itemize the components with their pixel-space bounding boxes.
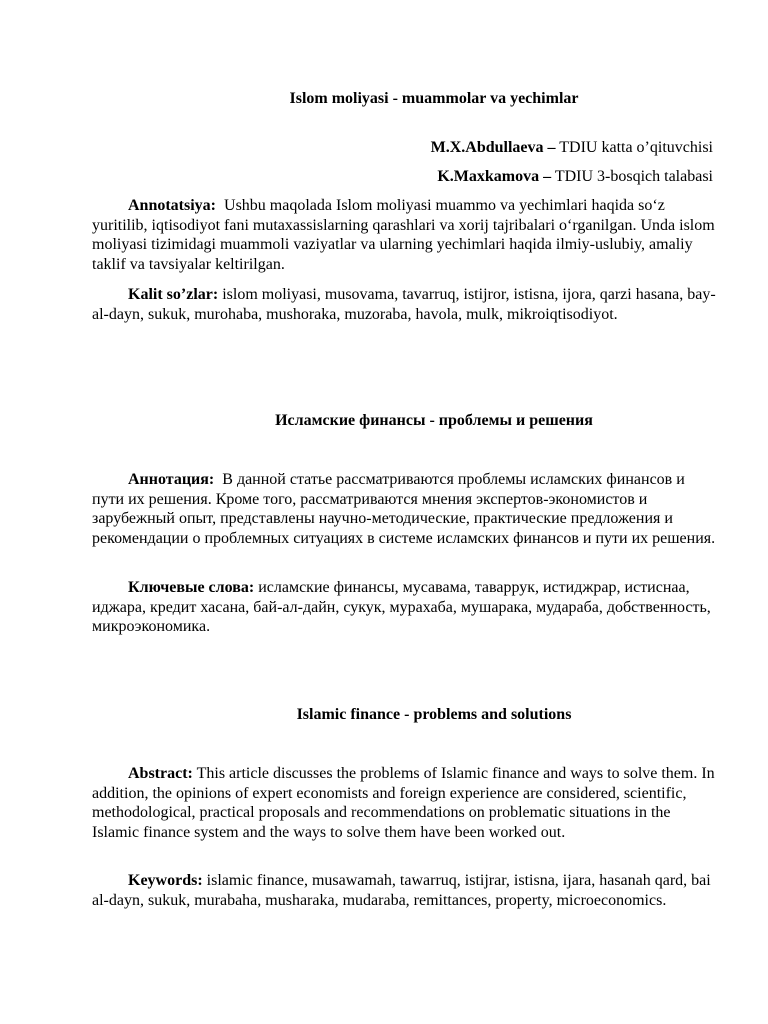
abstract-label-uz: Annotatsiya: [128,197,217,214]
abstract-text-uz: Ushbu maqolada Islom moliyasi muammo va yechimlari haqida so‘z yuritilib, iqtisodiyot fani mutaxassislarning qarashlari va xorij tajribalari o‘rganilgan. Unda islom moliyasi tizimidagi muammoli vaziyatlar va ularning yechimlari haqida ilmiy-uslubiy, amaliy taklif va tavsiyalar keltirilgan. [92,197,715,273]
abstract-label-ru: Аннотация: [128,471,215,488]
keywords-label-en: Keywords: [128,872,203,889]
abstract-label-en: Abstract: [128,765,193,782]
abstract-uz [92,196,716,274]
author-line-1 [431,138,713,158]
keywords-en [92,871,716,910]
author-1-name: M.X.Abdullaeva – [430,139,556,156]
author-1-role: TDIU katta o’qituvchisi [559,139,713,156]
abstract-text-ru: В данной статье рассматриваются проблемы исламских финансов и пути их решения. Кроме того, рассматриваются мнения экспертов-экономистов и зарубежный опыт, представлены научно-методические, практические предложения и рекомендации о проблемных ситуациях в системе исламских финансов и пути их решения. [92,471,716,547]
keywords-uz [92,285,716,324]
author-line-2 [437,167,713,187]
title-uz: Islom moliyasi - muammolar va yechimlar [289,90,579,107]
keywords-label-ru: Ключевые слова: [128,579,255,596]
keywords-ru [92,578,716,637]
abstract-ru [92,470,716,548]
keywords-text-en: islamic finance, musawamah, tawarruq, istijrar, istisna, ijara, hasanah qard, bai al-dayn, sukuk, murabaha, musharaka, mudaraba, remittances, property, microeconomics. [92,872,711,909]
author-2-role: TDIU 3-bosqich talabasi [554,168,713,185]
title-en: Islamic finance - problems and solutions [296,706,572,723]
abstract-text-en: This article discusses the problems of Islamic finance and ways to solve them. In addition, the opinions of expert economists and foreign experience are considered, scientific, methodological, practical proposals and recommendations on problematic situations in the Islamic finance system and the ways to solve them have been worked out. [92,765,715,841]
author-2-name: K.Maxkamova – [437,168,552,185]
keywords-text-uz: islom moliyasi, musovama, tavarruq, istijror, istisna, ijora, qarzi hasana, bay-al-dayn, sukuk, murohaba, mushoraka, muzoraba, havola, mulk, mikroiqtisodiyot. [92,286,716,323]
keywords-text-ru: исламские финансы, мусавама, таваррук, истиджрар, истиснаа, иджара, кредит хасана, бай-ал-дайн, сукук, мурахаба, мушарака, мудараба, добственность, микроэкономика. [92,579,711,635]
abstract-en [92,764,716,842]
keywords-label-uz: Kalit so’zlar: [128,286,219,303]
title-ru: Исламские финансы - проблемы и решения [275,412,593,429]
